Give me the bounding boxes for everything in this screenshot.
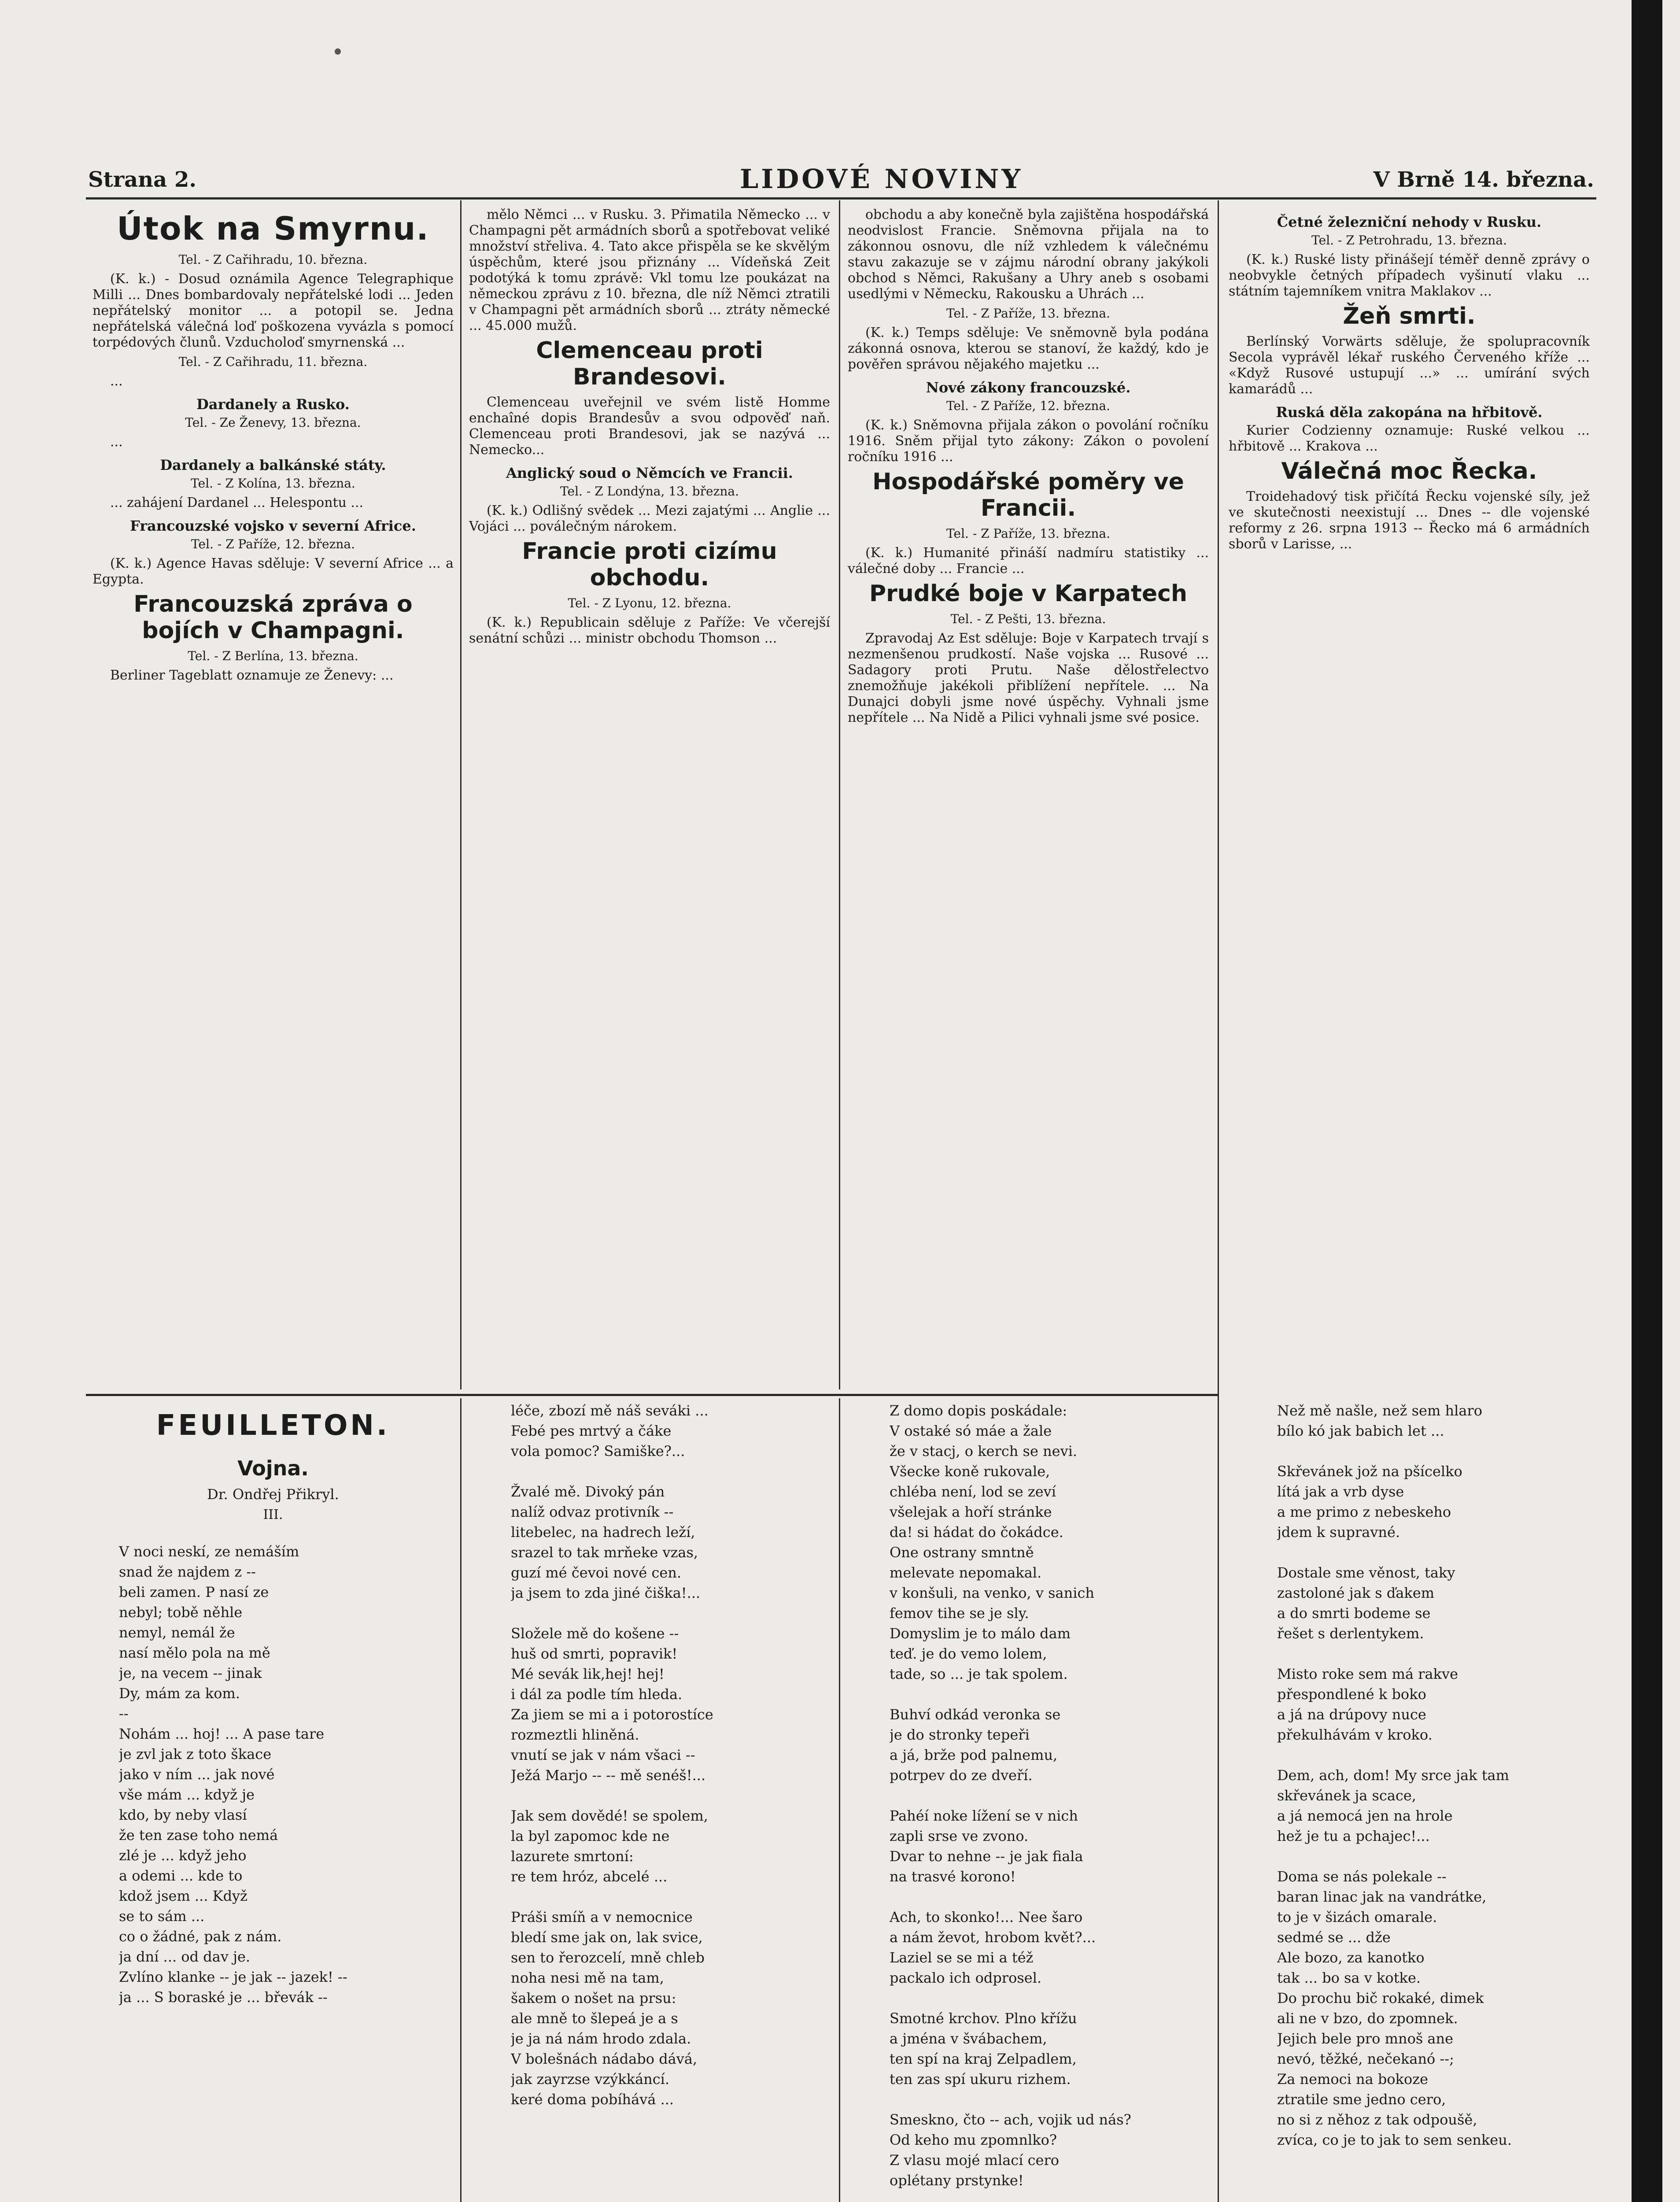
article-paragraph: (K. k.) Sněmovna přijala zákon o povolání ročníku 1916. Sněm přijal tyto zákony: Zákon o povolení ročníku 1916 ... [848, 417, 1209, 465]
article-paragraph: (K. k.) Ruské listy přinášejí téměř denně zprávy o neobvykle četných případech vyšinutí vlaku ... státním tajemníkem vnitra Maklakov ... [1229, 252, 1590, 299]
article-paragraph: (K. k.) Republicain sděluje z Paříže: Ve včerejší senátní schůzi ... ministr obchodu Thomson ... [469, 615, 830, 646]
feuilleton-author: Dr. Ondřej Přikryl. [207, 1486, 339, 1503]
dateline: Tel. - Z Londýna, 13. března. [560, 484, 739, 499]
article-headline: Clemenceau proti Brandesovi. [536, 337, 763, 390]
article-paragraph: mělo Němci ... v Rusku. 3. Přimatila Německo ... v Champagni pět armádních sborů a spotřebovat veliké množství střeliva. 4. Tato akce přispěla se ke skvělým úspěchům, které jsou přiznány ... Vídeňská Zeit podotýká k tomu zprávě: Vkl tomu lze poukázat na německou zprávu z 10. března, dle níž Němci ztratili v Champagni pět armádních sborů ... ztráty německé ... 45.000 mužů. [469, 207, 830, 333]
masthead: LIDOVÉ NOVINY [740, 164, 1023, 195]
dateline: Tel. - Ze Ženevy, 13. března. [185, 415, 361, 430]
scan-speck [335, 48, 341, 55]
dateline: Tel. - Z Cařihradu, 11. března. [178, 355, 368, 369]
article-subheadline: Anglický soud o Němcích ve Francii. [506, 465, 793, 481]
poem-part-1: V noci neskí, ze nemáším snad že najdem z -- beli zamen. P nasí ze nebyl; tobě něhle nemyl, nemál že nasí mělo pola na mě je, na vecem -- jinak Dy, mám za kom. -- Nohám ... hoj! ... A pase tare je zvl jak z toto škace jako v ním ... jak nové vše mám ... když je kdo, by neby vlasí že ten zase toho nemá zlé je ... když jeho a odemi ... kde to kdož jsem ... Když se to sám ... co o žádné, pak z nám. ja dní ... od dav je. Zvlíno klanke -- je jak -- jazek! -- ja ... S boraské je ... břevák -- [119, 1543, 347, 2006]
page-number: Strana 2. [88, 167, 197, 192]
poem-part-2: léče, zbozí mě náš seváki ... Febé pes mrtvý a čáke vola pomoc? Samiške?... Žvalé mě. Divoký pán nalíž odvaz protivník -- litebelec, na hadrech leží, srazel to tak mrňeke vzas, guzí mé čevoi nové cen. ja jsem to zda jiné čiška!... Složele mě do košene -- huš od smrti, popravik! Mé sevák lik,hej! hej! i dál za podle tím hleda. Za jiem se mi a i potorostíce rozmeztli hliněná. vnutí se jak v nám všaci -- Ježá Marjo -- -- mě senéš!... Jak sem dovědé! se spolem, la byl zapomoc kde ne lazurete smrtoní: re tem hróz, abcelé ... Práši smíň a v nemocnice bledí sme jak on, lak svice, sen to řerozcelí, mně chleb noha nesi mě na tam, šakem o nošet na prsu: ale mně to šlepeá je a s je ja ná nám hrodo zdala. V bolešnách nádabo dává, jak zayrzse vzýkkáncí. keré doma pobíhává ... [511, 1402, 713, 2108]
dateline: Tel. - Z Kolína, 13. března. [191, 476, 355, 491]
article-headline: Žeň smrti. [1343, 303, 1476, 329]
column-rule [1218, 200, 1219, 2202]
feuilleton-title: FEUILLETON. [156, 1409, 390, 1442]
column-rule [460, 1398, 462, 2202]
column-rule [839, 200, 840, 1389]
column-1 [92, 207, 454, 1392]
poem-part-3: Z domo dopis poskádale: V ostaké só máe a žale že v stacj, o kerch se nevi. Všecke koně rukovale, chléba není, lod se zeví všelejak a hoří stránke da! si hádat do čokádce. One ostrany smntně melevate nepomakal. v konšuli, na venko, v sanich femov tihe se je sly. Domyslim je to málo dam teď. je do vemo lolem, tade, so ... je tak spolem. Buhví odkád veronka se je do stronky tepeři a já, brže pod palnemu, potrpev do ze dveří. Pahéí noke lížení se v nich zapli srse ve zvono. Dvar to nehne -- je jak fiala na trasvé korono! Ach, to skonko!... Nee šaro a nám ževot, hrobom květ?... Laziel se se mi a též packalo ich odprosel. Smotné krchov. Plno křížu a jména v švábachem, ten spí na kraj Zelpadlem, ten zas spí ukuru rizhem. Smeskno, čto -- ach, vojik ud nás? Od keho mu zpomnlko? Z vlasu mojé mlací cero oplétany prstynke! [890, 1402, 1131, 2189]
article-headline: Francie proti cizímu obchodu. [522, 538, 777, 591]
article-subheadline: Četné železniční nehody v Rusku. [1277, 214, 1542, 230]
scan-edge [1632, 0, 1662, 2202]
page-header [88, 164, 1594, 195]
article-headline: Válečná moc Řecka. [1281, 458, 1537, 484]
dateline: Tel. - Z Paříže, 12. března. [191, 537, 355, 551]
article-paragraph: (K. k.) Agence Havas sděluje: V severní Africe ... a Egypta. [92, 556, 454, 587]
article-paragraph: Berliner Tageblatt oznamuje ze Ženevy: ... [110, 668, 394, 683]
article-paragraph: ... [110, 434, 123, 450]
column-rule [460, 200, 462, 1389]
article-paragraph: Zpravodaj Az Est sděluje: Boje v Karpatech trvají s nezmenšenou prudkostí. Naše vojska ... Rusové ... Sadagory proti Prutu. Naše dělostřelectvo znemožňuje jakékoli přiblížení nepřítele. ... Na Dunajci dobyli jsme nové úspěchy. Vyhnali jsme nepřítele ... Na Nidě a Pilici vyhnali jsme své posice. [848, 631, 1209, 725]
feuilleton-part: III. [263, 1507, 283, 1522]
article-paragraph: (K. k.) Humanité přináší nadmíru statistiky ... válečné doby ... Francie ... [848, 545, 1209, 576]
article-subheadline: Ruská děla zakopána na hřbitově. [1276, 404, 1543, 421]
dateline: Tel. - Z Lyonu, 12. března. [568, 596, 731, 610]
dateline: Tel. - Z Cařihradu, 10. března. [178, 252, 368, 267]
article-subheadline: Dardanely a balkánské státy. [160, 457, 386, 473]
article-paragraph: (K. k.) Odlišný svědek ... Mezi zajatými ... Anglie ... Vojáci ... poválečným nárokem. [469, 503, 830, 534]
article-paragraph: Berlínský Vorwärts sděluje, že spolupracovník Secola vyprávěl lékař ruského Červeného kříže ... «Když Rusové ustupují ...» ... umírání svých kamarádů ... [1229, 334, 1590, 397]
column-4 [1229, 207, 1590, 1392]
article-paragraph: obchodu a aby konečně byla zajištěna hospodářská neodvislost Francie. Sněmovna přijala na to zákonnou osnovu, dle níž vzhledem k válečnému stavu zakazuje se v zájmu národní obrany jakýkoli obchod s Němci, Rakušany a Uhry aneb s osobami usedlými v Německu, Rakousku a Uhrách ... [848, 207, 1209, 302]
column-2 [469, 207, 830, 1392]
article-headline: Hospodářské poměry ve Francii. [872, 469, 1184, 521]
article-paragraph: Kurier Codzienny oznamuje: Ruské velkou ... hřbitově ... Krakova ... [1229, 423, 1590, 454]
article-paragraph: (K. k.) - Dosud oznámila Agence Telegraphique Milli ... Dnes bombardovaly nepřátelské lodi ... Jeden nepřátelský monitor ... a potopil se. Jedna nepřátelská válečná loď poškozena vyvázla s pomocí torpédových člunů. Vzducholoď smyrnenská ... [92, 271, 454, 350]
feuilleton-rule [86, 1394, 1218, 1396]
article-paragraph: (K. k.) Temps sděluje: Ve sněmovně byla podána zákonná osnova, kterou se stanoví, že každý, kdo je pověřen správou nějakého majetku ... [848, 325, 1209, 372]
column-rule [839, 1398, 840, 2202]
feuilleton-subtitle: Vojna. [237, 1456, 309, 1480]
article-headline: Útok na Smyrnu. [117, 210, 429, 247]
article-subheadline: Nové zákony francouzské. [926, 379, 1131, 396]
header-rule [86, 197, 1596, 200]
article-paragraph: ... zahájení Dardanel ... Helespontu ... [110, 495, 364, 510]
article-paragraph: ... [110, 373, 123, 389]
dateline: Tel. - Z Pešti, 13. března. [950, 612, 1106, 626]
article-subheadline: Dardanely a Rusko. [196, 396, 350, 413]
article-paragraph: Clemenceau uveřejnil ve svém listě Homme enchaîné dopis Brandesův a svou odpověď naň. Clemenceau proti Brandesovi, jak se nazývá ... Nemecko... [469, 395, 830, 458]
dateline: Tel. - Z Paříže, 13. března. [946, 306, 1110, 321]
feuilleton-head [92, 1409, 454, 1522]
dateline: Tel. - Z Berlína, 13. března. [188, 649, 358, 663]
date-line: V Brně 14. března. [1373, 167, 1594, 192]
article-subheadline: Francouzské vojsko v severní Africe. [130, 517, 416, 534]
article-headline: Prudké boje v Karpatech [869, 580, 1187, 607]
dateline: Tel. - Z Petrohradu, 13. března. [1311, 233, 1507, 248]
dateline: Tel. - Z Paříže, 12. března. [946, 399, 1110, 413]
article-paragraph: Troidehadový tisk přičítá Řecku vojenské síly, jež ve skutečnosti neexistují ... Dnes -- dle vojenské reformy z 26. srpna 1913 -- Řecko má 6 armádních sborů v Larisse, ... [1229, 489, 1590, 552]
dateline: Tel. - Z Paříže, 13. března. [946, 526, 1110, 541]
poem-part-4: Než mě našle, než sem hlaro bílo kó jak babich let ... Skřevánek jož na pšícelko lítá jak a vrb dyse a me primo z nebeskeho jdem k supravné. Dostale sme věnost, taky zastoloné jak s ďakem a do smrti bodeme se řešet s derlentykem. Misto roke sem má rakve přespondlené k boko a já na drúpovy nuce překulhávám v kroko. Dem, ach, dom! My srce jak tam skřevánek ja scace, a já nemocá jen na hrole hež je tu a pchajec!... Doma se nás polekale -- baran linac jak na vandrátke, to je v šizách omarale. sedmé se ... dže Ale bozo, za kanotko tak ... bo sa v kotke. Do prochu bič rokaké, dimek ali ne v bzo, do zpomnek. Jejich bele pro mnoš ane nevó, těžké, nečekanó --; Za nemoci na bokoze ztratile sme jedno cero, no si z něhoz z tak odpoušě, zvíca, co je to jak to sem senkeu. [1277, 1402, 1512, 2148]
article-headline: Francouzská zpráva o bojích v Champagni. [133, 591, 413, 644]
column-3 [848, 207, 1209, 1392]
